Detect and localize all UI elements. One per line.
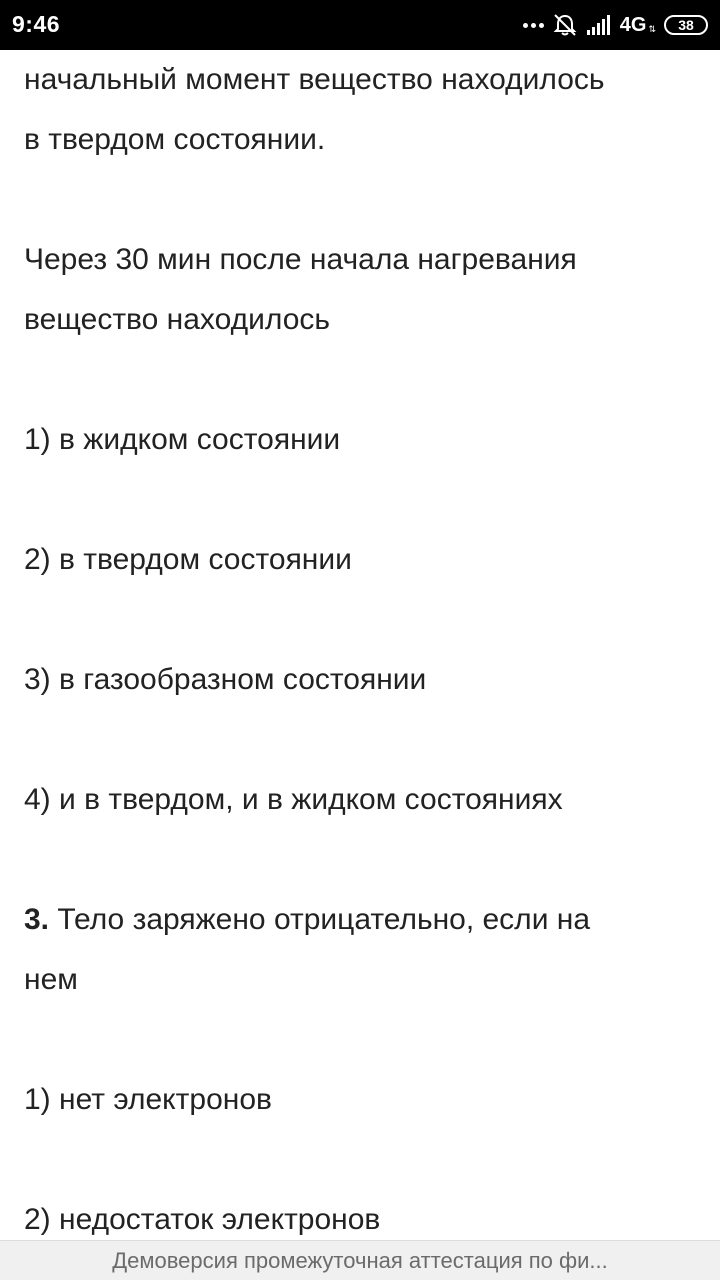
question-text [24,890,704,950]
alarm-off-icon [552,12,578,38]
answer-option: 1) нет электронов [24,1083,272,1116]
data-arrows-icon: ⇅ [648,23,656,34]
page-title-bar[interactable] [0,1240,720,1280]
page-title: Демоверсия промежуточная аттестация по фи... [112,1247,608,1273]
text-line: нем [24,963,78,996]
more-dots-icon [523,23,544,28]
answer-option: 3) в газообразном состоянии [24,663,427,696]
question-line: Тело заряжено отрицательно, если на [57,903,591,936]
signal-icon [586,14,612,36]
text-line: вещество находилось [24,303,331,336]
answer-option: 1) в жидком состоянии [24,423,341,456]
article-content [24,50,704,1240]
answer-option: 2) недостаток электронов [24,1203,381,1236]
status-time: 9:46 [12,11,61,37]
question-number: 3. [24,903,50,936]
network-label: 4G [619,13,647,36]
text-line: начальный момент вещество находилось [24,63,605,96]
text-line: в твердом состоянии. [24,123,326,156]
status-bar [0,0,720,50]
answer-option: 4) и в твердом, и в жидком состояниях [24,783,563,816]
battery-level: 38 [678,17,694,33]
answer-option: 2) в твердом состоянии [24,543,352,576]
status-icons [523,0,708,50]
text-line: Через 30 мин после начала нагревания [24,243,577,276]
battery-icon [664,15,708,35]
